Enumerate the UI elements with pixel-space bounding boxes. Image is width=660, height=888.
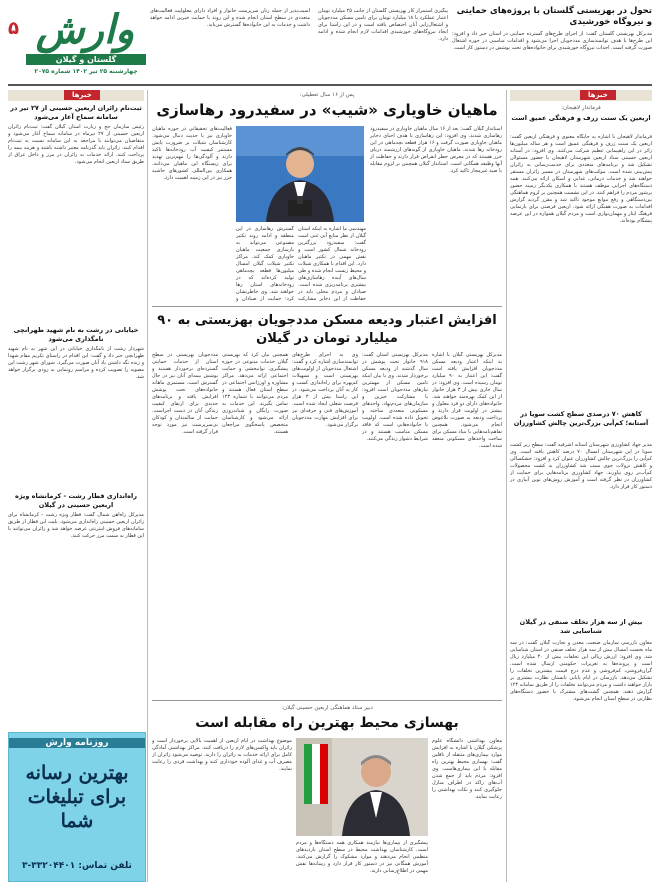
- story3-col-a: معاون بهداشتی دانشگاه علوم پزشکی گیلان با اشاره به افزایش موارد بیماری‌های منتقله از ناقلین گفت: بهسازی محیط بهترین راه مقابله با این بیماری‌هاست. وی افزود: مردم باید از جمع شدن آب‌های راکد در اطراف منازل جلوگیری کنند و نکات بهداشتی را رعایت نمایند.: [432, 738, 502, 800]
- top-column-3: آسیب‌پذیر از جمله زنان سرپرست خانوار و افراد دارای معلولیت فعالیت‌های متعددی در سطح استان انجام شده و این روند با حمایت خیرین ادامه خواهد داشت و خدمات به این خانواده‌ها گسترش می‌یابد.: [150, 8, 310, 28]
- right-news1-title: اربعین یک سنت زرف و فرهنگی عمیق است: [511, 114, 651, 122]
- story3-photo: [296, 738, 428, 836]
- ad-title: روزنامه وارش: [9, 738, 145, 748]
- right-column-divider: [506, 90, 507, 882]
- left-section-label: خبرها: [64, 90, 100, 100]
- left-news1-text: رئیس سازمان حج و زیارت استان گیلان گفت: ثبت‌نام زائران اربعین حسینی از ۲۷ تیرماه در سامانه سماح آغاز می‌شود و متقاضیان می‌توانند با مراجعه به این سامانه نسبت به ثبت‌نام اقدام کنند. زائران باید گذرنامه معتبر داشته باشند و هزینه بیمه را پرداخت کنند. ارائه خدمات به زائران در مرز و داخل عراق از طریق ستاد اربعین انجام می‌شود.: [8, 124, 144, 165]
- top-news-text: مدیرکل بهزیستی گلستان گفت: از اجرای طرح‌های گسترده حمایتی در استان خبر داد و افزود: این طرح‌ها با هدف توانمندسازی مددجویان اجرا می‌شود و اقدامات مناسبی در حوزه اشتغال صورت گرفته است. احداث نیروگاه خورشیدی برای خانواده‌های تحت پوشش در دستور کار است.: [452, 31, 652, 51]
- ad-phone: تلفن تماس: ۳۳۲۰۴۴۰۱-۳: [22, 861, 132, 871]
- right-news2-title: کاهش ۷۰ درصدی سطح کشت سویا در آستانه؛ کم‌آبی بزرگ‌ترین چالش کشاورزان: [513, 410, 649, 427]
- story1-title: ماهیان خاویاری «شیب» در سفیدرود رهاسازی: [156, 101, 498, 119]
- page-number: ۵: [8, 18, 19, 39]
- story2-divider: [152, 700, 502, 701]
- left-news2-text: شهردار رشت از نامگذاری خیابانی در این شهر به نام شهید طهرانچی خبر داد و گفت: این اقدام در راستای تکریم مقام شهدا و زنده نگه داشتن یاد آنان صورت می‌گیرد. شورای شهر رشت این مصوبه را تصویب کرده و مراسم رونمایی به زودی برگزار خواهد شد.: [8, 346, 144, 380]
- page-section-title: گلستان و گیلان: [26, 54, 146, 65]
- top-divider: [8, 84, 652, 86]
- story1-divider: [152, 306, 502, 307]
- right-news3-text: معاون بازرسی سازمان صنعت، معدن و تجارت گیلان گفت: در سه ماه نخست امسال بیش از سه هزار تخلف صنفی در استان شناسایی شد. وی افزود: ارزش ریالی این تخلفات بیش از ۴۰ میلیارد ریال است و پرونده‌ها به تعزیرات حکومتی ارسال شده است. گران‌فروشی، کم‌فروشی و عدم درج قیمت بیشترین تخلفات را تشکیل می‌دهد. بازرسان در ایام پایانی تابستان نظارت بیشتری بر بازار خواهند داشت و مردم می‌توانند تخلفات را از طریق سامانه ۱۲۴ گزارش دهند. همچنین گشت‌های مشترک با حضور دستگاه‌های نظارتی در سطح استان انجام می‌شود.: [510, 640, 652, 702]
- ad-slogan: بهترین رسانه برای تبلیغات شما: [25, 762, 129, 832]
- story3-col-b: پیشگیری از بیماری‌ها نیازمند همکاری همه دستگاه‌ها و مردم است. کارشناسان بهداشت محیط در سطح استان بازدیدهای منظمی انجام می‌دهند و موارد مشکوک را گزارش می‌کنند. آموزش همگانی نیز در دستور کار قرار دارد و رسانه‌ها نقش مهمی در اطلاع‌رسانی دارند.: [296, 840, 428, 874]
- right-section-label: خبرها: [580, 90, 616, 100]
- top-news: [452, 6, 652, 71]
- left-news2-title: خیابانی در رشت به نام شهید طهرانچی نامگذاری می‌شود: [13, 326, 139, 343]
- right-news2-text: مدیر جهاد کشاورزی شهرستان آستانه اشرفیه گفت: سطح زیر کشت سویا در این شهرستان امسال ۷۰ درصد کاهش یافته است. وی کم‌آبی را بزرگ‌ترین چالش کشاورزان عنوان کرد و افزود: خشکسالی و کاهش نزولات جوی سبب شد کشاورزان به کشت محصولات کم‌آب‌بر روی بیاورند. جهاد کشاورزی برنامه‌هایی برای حمایت از کشاورزان در نظر گرفته است و آموزش روش‌های نوین آبیاری در دستور کار قرار دارد.: [510, 442, 652, 490]
- left-column-divider: [147, 90, 148, 882]
- story2-col-d: همچنین بیان کرد که بهزیستی گیلان خدمات متنوعی در حوزه پیشگیری، توانبخشی و حمایت اجتماعی ارائه می‌دهد. مراکز مشاوره و اورژانس اجتماعی در سطح استان فعال هستند و مردم می‌توانند با شماره ۱۲۳ تماس بگیرند. این خدمات به صورت رایگان و شبانه‌روزی ارائه می‌شود و کارشناسان متخصص پاسخگوی مراجعان هستند.: [222, 352, 288, 435]
- story3-title: بهسازی محیط بهترین راه مقابله است: [195, 715, 459, 731]
- story1-col-c: گسترش رهاسازی در این منطقه و ادامه روند تکثیر مصنوعی می‌تواند به بازسازی جمعیت ماهیان خاویاری کمک کند. مراکز تکثیر شیلات گیلان امسال میلیون‌ها قطعه بچه‌ماهی تولید کرده‌اند که در رودخانه‌های استان رها خواهند شد. وی خاطرنشان کرد: حمایت از صیادان و: [236, 226, 294, 302]
- story3-col-c: موضوع بهداشت در ایام اربعین از اهمیت بالایی برخوردار است و زائران باید واکسن‌های لازم را دریافت کنند. مراکز بهداشتی آمادگی کامل برای ارائه خدمات به زائران را دارند. توصیه می‌شود زائران از مصرف آب و غذای آلوده خودداری کنند و بهداشت فردی را رعایت نمایند.: [152, 738, 292, 772]
- story1-photo: [236, 126, 364, 222]
- left-news1-title: ثبت‌نام زائران اربعین حسینی از ۲۷ تیر در سامانه سماح آغاز می‌شود: [10, 104, 142, 121]
- story2-col-c: وی به اجرای طرح‌های توانمندسازی اشاره کرد و گفت: اشتغال مددجویان از اولویت‌های بهزیستی است و تسهیلات کم‌بهره برای راه‌اندازی کسب و کار به آنان پرداخت می‌شود. در این راستا بیش از ۴ هزار فرصت شغلی ایجاد شده است. آموزش‌های فنی و حرفه‌ای نیز برای افزایش مهارت مددجویان برگزار می‌شود.: [292, 352, 358, 428]
- right-news1-text: فرماندار لاهیجان با اشاره به جایگاه معنوی و فرهنگی اربعین گفت: اربعین یک سنت ژرف و فرهنگی عمیق است و هر ساله میلیون‌ها زائر در این راهپیمایی عظیم شرکت می‌کنند. وی افزود: در آستانه اربعین حسینی ستاد اربعین شهرستان لاهیجان با حضور مسئولان تشکیل شد و برنامه‌های متعددی برای خدمت‌رسانی به زائران پیش‌بینی شده است. موکب‌های شهرستان در مسیر زائران مستقر خواهند شد و خدمات درمانی، غذایی و اسکان ارائه می‌کنند. همه دستگاه‌های اجرایی موظف هستند با همکاری یکدیگر زمینه حضور پرشور مردم را فراهم کنند. در این نشست همچنین بر لزوم هماهنگی بین‌دستگاهی و رفع موانع موجود تاکید شد و مقرر گردید گزارش اقدامات به صورت هفتگی ارائه شود. اربعین فرصتی برای بازنمایی فرهنگ ایثار و مهمان‌نوازی است و مردم گیلان همواره در این عرصه پیشگام بوده‌اند.: [510, 134, 652, 224]
- newspaper-logo: وارش: [35, 6, 135, 53]
- story2-title: افزایش اعتبار ودیعه مسکن مددجویان بهزیستی به ۹۰ میلیارد تومان در گیلان: [157, 313, 497, 346]
- story1-col-d: فعالیت‌های تحقیقاتی در حوزه ماهیان خاویاری نیز با جدیت دنبال می‌شود. کارشناسان شیلات بر ضرورت پایش مستمر کیفیت آب رودخانه‌ها تاکید دارند و آلودگی‌ها را مهم‌ترین تهدید برای زیستگاه این ماهیان می‌دانند. همکاری بین‌المللی کشورهای حاشیه خزر نیز در این زمینه اهمیت دارد.: [152, 126, 232, 181]
- story2-col-e: مددجویان بهزیستی در سطح استان از خدمات حمایتی گسترده‌ای برخوردار هستند و پوشش بیمه‌ای آنان نیز در حال گسترش است. مستمری ماهانه خانواده‌های تحت پوشش افزایش یافته و برنامه‌های جدیدی برای ارتقای کیفیت زندگی آنان در دست اجراست. حمایت از سالمندان و کودکان بی‌سرپرست نیز مورد توجه قرار گرفته است.: [152, 352, 218, 435]
- masthead: [8, 6, 146, 78]
- top-news-title: تحول در بهزیستی گلستان با پروژه‌های حمایتی و نیروگاه خورشیدی: [456, 6, 652, 27]
- story1-col-b: مهندسی ما اشاره به اینکه استان گیلان از نظر منابع آبی غنی است گفت: سفیدرود بزرگترین رودخانه شمال کشور است و نقش مهمی در تکثیر ماهیان دارد. این اقدام با همکاری شیلات و محیط زیست انجام شده و طی سال‌های آینده رهاسازی‌های بیشتری برنامه‌ریزی شده است. صیادان و مردم محلی باید در حفاظت از این ذخایر مشارکت: [298, 226, 366, 302]
- advertisement[interactable]: [8, 732, 146, 882]
- story1-col-a: استاندار گیلان گفت: بعد از ۱۶ سال ماهیان خاویاری در سفیدرود رهاسازی شدند. وی افزود: این رهاسازی با هدف احیای ذخایر ماهیان خاویاری صورت گرفت و ۱۶ هزار قطعه بچه‌ماهی در این رودخانه رها شدند. ماهیان خاویاری از گونه‌های ارزشمند دریای خزر هستند که در معرض خطر انقراض قرار دارند و حفاظت از آنها وظیفه همگانی است. استاندار گیلان همچنین بر لزوم مقابله با صید غیرمجاز تاکید کرد.: [370, 126, 502, 174]
- left-news3-title: راه‌اندازی قطار رشت - کرمانشاه ویژه اربعین حسینی در گیلان: [15, 492, 137, 509]
- top-column-2: پیگیری استمرار کار بهزیستی گلستان از جانب ۲۵ میلیارد تومان اعتبار عملکرد با ۱۸ میلیارد تومان برای تامین مسکن مددجویان و اشتغال‌زایی آنان اختصاص یافته است و در این راستا برای ایجاد نیروگاه‌های خورشیدی اقدامات لازم انجام شده و ادامه دارد.: [318, 8, 448, 42]
- left-news3-text: مدیرکل راه‌آهن شمال گفت: قطار ویژه رشت - کرمانشاه برای زائران اربعین حسینی راه‌اندازی می‌شود. بلیت این قطار از طریق سامانه‌های فروش اینترنتی عرضه خواهد شد و زائران می‌توانند با این قطار به سمت مرز حرکت کنند.: [8, 512, 144, 539]
- story2-col-a: مدیرکل بهزیستی گیلان با اشاره به اینکه اعتبار ودیعه مسکن مددجویان افزایش یافته است گفت: این اعتبار به ۹۰ میلیارد تومان رسیده است. وی افزود: در سال جاری بیش از ۳ هزار خانوار از این کمک بهره‌مند خواهند شد. خانواده‌های دارای دو فرد معلول و بیشتر در اولویت قرار دارند و پرداخت ودیعه به صورت بلاعوض انجام می‌شود. همچنین تفاهم‌نامه‌هایی با بنیاد مسکن برای ساخت واحدهای مسکونی منعقد شده است.: [432, 352, 502, 449]
- right-news1-kicker: فرماندار لاهیجان:: [561, 105, 601, 111]
- story3-kicker: دبیر ستاد هماهنگی اربعین حسینی گیلان:: [281, 705, 373, 711]
- story1-kicker: پس از ۱۶ سال تعطیلی:: [299, 92, 355, 98]
- right-news3-title: بیش از سه هزار تخلف صنفی در گیلان شناسایی شد: [519, 618, 643, 635]
- story2-col-b: مدیرکل بهزیستی استان گفت: ۹۱۸ خانوار تحت پوشش در سال گذشته از ودیعه مسکن برخوردار شدند. وی با بیان اینکه تامین مسکن از مهمترین نیازهای مددجویان است افزود: با مشارکت خیرین و سازمان‌های مردم‌نهاد، واحدهای مسکونی متعددی ساخته و تحویل داده شده است. اولویت با خانواده‌هایی است که فاقد مسکن مناسب هستند و در شرایط دشوار زندگی می‌کنند.: [362, 352, 428, 442]
- issue-date: چهارشنبه ۲۵ تیر ۱۴۰۲ شماره ۲۰۷۵: [34, 68, 138, 75]
